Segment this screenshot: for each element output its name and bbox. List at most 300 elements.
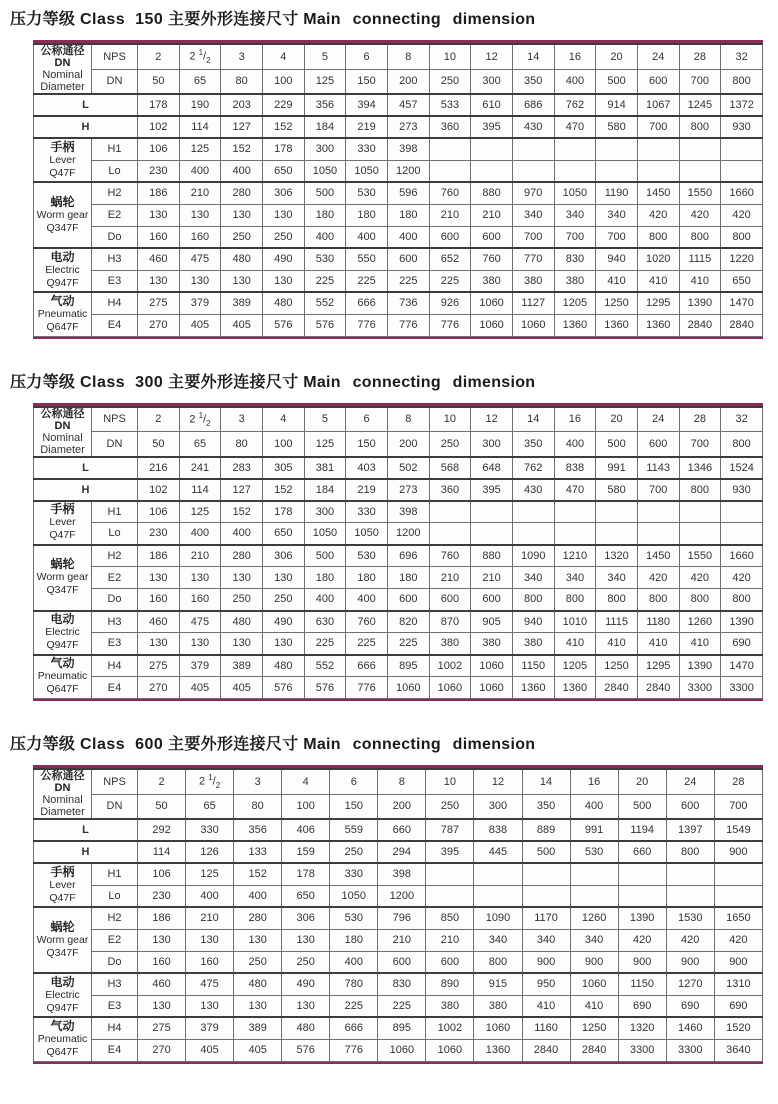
- value-cell: 915: [474, 973, 522, 995]
- corner-line-1: 公称通径 DN: [40, 770, 85, 794]
- value-cell: 178: [262, 138, 304, 160]
- value-cell: 130: [262, 567, 304, 589]
- group-data-row: [34, 1017, 763, 1039]
- value-cell: 340: [554, 567, 596, 589]
- value-cell: 550: [346, 248, 388, 270]
- value-cell: [618, 863, 666, 885]
- code-cell: E4: [92, 314, 138, 336]
- value-cell: 1090: [474, 907, 522, 929]
- value-cell: 1060: [471, 677, 513, 699]
- value-cell: 229: [262, 94, 304, 116]
- value-cell: 225: [387, 633, 429, 655]
- dn-value-cell: 700: [679, 432, 721, 457]
- corner-line-1: 公称通径 DN: [40, 45, 85, 69]
- nps-value-cell: 2: [138, 769, 186, 794]
- dn-value-cell: 150: [330, 794, 378, 819]
- value-cell: 420: [679, 204, 721, 226]
- nps-value-cell: 5: [304, 44, 346, 69]
- value-cell: 230: [138, 523, 180, 545]
- value-cell: 762: [554, 94, 596, 116]
- table-body: [34, 44, 763, 336]
- code-cell: H1: [92, 501, 138, 523]
- value-cell: 800: [721, 589, 763, 611]
- nps-value-cell: 28: [679, 407, 721, 432]
- dn-value-cell: 300: [471, 432, 513, 457]
- value-cell: 186: [138, 907, 186, 929]
- value-cell: 475: [179, 248, 221, 270]
- value-cell: 114: [179, 479, 221, 501]
- class-150-section: [8, 6, 770, 339]
- value-cell: 666: [330, 1017, 378, 1039]
- dn-value-cell: 350: [512, 69, 554, 94]
- value-cell: 576: [304, 314, 346, 336]
- value-cell: 760: [346, 611, 388, 633]
- row-label-cell: H: [34, 116, 138, 138]
- value-cell: 250: [262, 589, 304, 611]
- value-cell: 225: [304, 633, 346, 655]
- value-cell: 270: [138, 1039, 186, 1061]
- value-cell: 1205: [554, 292, 596, 314]
- value-cell: 400: [179, 160, 221, 182]
- group-data-row: [34, 226, 763, 248]
- dimension-table: [33, 43, 763, 337]
- group-label-en: Q947F: [46, 276, 79, 289]
- value-cell: 900: [618, 951, 666, 973]
- header-row-nps: [34, 44, 763, 69]
- group-label-en: Q347F: [46, 946, 79, 959]
- value-cell: 1127: [512, 292, 554, 314]
- dn-value-cell: 100: [262, 432, 304, 457]
- value-cell: 270: [138, 314, 180, 336]
- value-cell: 760: [429, 182, 471, 204]
- code-cell: H2: [92, 907, 138, 929]
- value-cell: 890: [426, 973, 474, 995]
- value-cell: 1360: [512, 677, 554, 699]
- value-cell: 1170: [522, 907, 570, 929]
- group-data-row: [34, 1039, 763, 1061]
- group-label-en: Q947F: [46, 1001, 79, 1014]
- value-cell: 480: [262, 655, 304, 677]
- value-cell: 410: [679, 270, 721, 292]
- value-cell: 340: [512, 567, 554, 589]
- value-cell: 1060: [426, 1039, 474, 1061]
- group-data-row: [34, 655, 763, 677]
- nps-value-cell: 20: [596, 44, 638, 69]
- value-cell: 900: [666, 951, 714, 973]
- group-label-zh: 气动: [50, 293, 75, 308]
- value-cell: 690: [714, 995, 762, 1017]
- value-cell: 1360: [596, 314, 638, 336]
- value-cell: 991: [596, 457, 638, 479]
- value-cell: 400: [304, 589, 346, 611]
- value-cell: 905: [471, 611, 513, 633]
- value-cell: 880: [471, 182, 513, 204]
- title-zh-prefix: 压力等级: [10, 11, 76, 28]
- value-cell: 530: [304, 248, 346, 270]
- value-cell: 190: [179, 94, 221, 116]
- group-data-row: [34, 677, 763, 699]
- nps-value-cell: 12: [471, 407, 513, 432]
- value-cell: 736: [387, 292, 429, 314]
- nps-label-cell: NPS: [92, 407, 138, 432]
- table-title: [10, 731, 770, 754]
- group-data-row: [34, 885, 763, 907]
- value-cell: 306: [262, 545, 304, 567]
- value-cell: 1549: [714, 819, 762, 841]
- value-cell: 3300: [721, 677, 763, 699]
- value-cell: 460: [138, 973, 186, 995]
- value-cell: 130: [138, 995, 186, 1017]
- corner-line-3: Diameter: [40, 806, 85, 818]
- value-cell: 1360: [554, 677, 596, 699]
- value-cell: 970: [512, 182, 554, 204]
- group-label-en: Pneumatic: [37, 1032, 88, 1045]
- group-data-row: [34, 633, 763, 655]
- group-label-en: Worm gear: [36, 208, 89, 221]
- value-cell: 480: [221, 248, 263, 270]
- value-cell: 1470: [721, 655, 763, 677]
- nps-value-cell: 24: [666, 769, 714, 794]
- nps-value-cell: 24: [637, 407, 679, 432]
- dimension-table: [33, 406, 763, 700]
- title-zh-prefix: 压力等级: [10, 373, 76, 391]
- value-cell: 914: [596, 94, 638, 116]
- value-cell: [471, 138, 513, 160]
- dn-value-cell: 300: [471, 69, 513, 94]
- group-label-zh: 气动: [50, 1018, 75, 1033]
- code-cell: H3: [92, 973, 138, 995]
- class-600-section: [8, 731, 770, 1064]
- value-cell: [429, 501, 471, 523]
- value-cell: 184: [304, 479, 346, 501]
- group-label-cell: [34, 863, 92, 907]
- group-label-cell: [34, 182, 92, 248]
- value-cell: 178: [262, 501, 304, 523]
- value-cell: 780: [330, 973, 378, 995]
- value-cell: 1180: [637, 611, 679, 633]
- value-cell: 405: [179, 314, 221, 336]
- value-cell: 127: [221, 116, 263, 138]
- value-cell: [512, 138, 554, 160]
- value-cell: 552: [304, 655, 346, 677]
- value-cell: 991: [570, 819, 618, 841]
- value-cell: 490: [282, 973, 330, 995]
- header-row-dn: [34, 794, 763, 819]
- value-cell: 160: [138, 951, 186, 973]
- value-cell: 596: [387, 182, 429, 204]
- group-label-cell: [34, 138, 92, 182]
- value-cell: 820: [387, 611, 429, 633]
- value-cell: 410: [637, 270, 679, 292]
- value-cell: 600: [387, 248, 429, 270]
- value-cell: 770: [512, 248, 554, 270]
- value-cell: 180: [387, 204, 429, 226]
- value-cell: [474, 885, 522, 907]
- value-cell: [721, 523, 763, 545]
- dn-value-cell: 200: [387, 432, 429, 457]
- value-cell: 106: [138, 138, 180, 160]
- dn-value-cell: 50: [138, 794, 186, 819]
- value-cell: 600: [429, 226, 471, 248]
- value-cell: 130: [221, 633, 263, 655]
- value-cell: 430: [512, 479, 554, 501]
- value-cell: [637, 501, 679, 523]
- dn-value-cell: 80: [234, 794, 282, 819]
- nps-value-cell: 14: [512, 44, 554, 69]
- value-cell: 1143: [637, 457, 679, 479]
- value-cell: 530: [346, 182, 388, 204]
- group-label-en: Q647F: [46, 683, 79, 696]
- value-cell: 306: [282, 907, 330, 929]
- code-cell: H1: [92, 138, 138, 160]
- group-data-row: [34, 995, 763, 1017]
- value-cell: 580: [596, 116, 638, 138]
- value-cell: 389: [234, 1017, 282, 1039]
- value-cell: 1190: [596, 182, 638, 204]
- value-cell: [570, 885, 618, 907]
- value-cell: 1250: [570, 1017, 618, 1039]
- value-cell: 379: [179, 292, 221, 314]
- value-cell: 1200: [387, 160, 429, 182]
- dn-value-cell: 300: [474, 794, 522, 819]
- value-cell: 294: [378, 841, 426, 863]
- title-english: Main connecting dimension: [303, 11, 536, 28]
- header-row-nps: [34, 407, 763, 432]
- value-cell: 2840: [596, 677, 638, 699]
- nps-value-cell: 2 $^1/_2$: [179, 44, 221, 69]
- value-cell: 360: [429, 479, 471, 501]
- value-cell: 250: [221, 226, 263, 248]
- value-cell: 1160: [522, 1017, 570, 1039]
- value-cell: [679, 138, 721, 160]
- code-cell: H2: [92, 545, 138, 567]
- value-cell: 950: [522, 973, 570, 995]
- value-cell: 180: [304, 567, 346, 589]
- group-label-en: Electric: [45, 626, 80, 638]
- value-cell: 600: [426, 951, 474, 973]
- value-cell: 760: [429, 545, 471, 567]
- value-cell: 300: [304, 501, 346, 523]
- value-cell: 225: [387, 270, 429, 292]
- value-cell: 410: [570, 995, 618, 1017]
- value-cell: 405: [179, 677, 221, 699]
- value-cell: 800: [679, 589, 721, 611]
- value-cell: [721, 138, 763, 160]
- group-data-row: [34, 589, 763, 611]
- value-cell: 160: [186, 951, 234, 973]
- value-cell: 225: [304, 270, 346, 292]
- value-cell: 130: [138, 270, 180, 292]
- dn-value-cell: 700: [714, 794, 762, 819]
- value-cell: 130: [179, 270, 221, 292]
- value-cell: 552: [304, 292, 346, 314]
- value-cell: 1150: [618, 973, 666, 995]
- nps-value-cell: 16: [570, 769, 618, 794]
- nps-value-cell: 5: [304, 407, 346, 432]
- group-data-row: [34, 160, 763, 182]
- dimension-row: [34, 116, 763, 138]
- nps-value-cell: 10: [426, 769, 474, 794]
- value-cell: 3300: [679, 677, 721, 699]
- value-cell: [721, 501, 763, 523]
- nps-label-cell: NPS: [92, 44, 138, 69]
- nps-value-cell: 16: [554, 44, 596, 69]
- value-cell: 502: [387, 457, 429, 479]
- group-label-en: Electric: [45, 988, 80, 1001]
- value-cell: [596, 501, 638, 523]
- value-cell: 152: [262, 479, 304, 501]
- value-cell: 500: [304, 545, 346, 567]
- nps-value-cell: 4: [262, 44, 304, 69]
- dn-value-cell: 400: [570, 794, 618, 819]
- value-cell: 1390: [721, 611, 763, 633]
- dn-value-cell: 65: [179, 432, 221, 457]
- value-cell: [666, 863, 714, 885]
- group-label-zh: 手柄: [50, 864, 75, 879]
- group-label-zh: 手柄: [50, 502, 75, 516]
- value-cell: 480: [262, 292, 304, 314]
- value-cell: 776: [346, 677, 388, 699]
- value-cell: 186: [138, 182, 180, 204]
- value-cell: 420: [618, 929, 666, 951]
- value-cell: [522, 885, 570, 907]
- value-cell: 203: [221, 94, 263, 116]
- value-cell: 400: [234, 885, 282, 907]
- dn-value-cell: 600: [637, 69, 679, 94]
- value-cell: 2840: [522, 1039, 570, 1061]
- value-cell: 400: [330, 951, 378, 973]
- nps-value-cell: 6: [346, 407, 388, 432]
- value-cell: 400: [221, 523, 263, 545]
- value-cell: 420: [666, 929, 714, 951]
- value-cell: 895: [387, 655, 429, 677]
- value-cell: 776: [330, 1039, 378, 1061]
- nps-value-cell: 32: [721, 407, 763, 432]
- value-cell: [714, 863, 762, 885]
- dn-value-cell: 200: [378, 794, 426, 819]
- value-cell: 1397: [666, 819, 714, 841]
- value-cell: 480: [234, 973, 282, 995]
- group-data-row: [34, 523, 763, 545]
- value-cell: 1360: [554, 314, 596, 336]
- value-cell: 1450: [637, 545, 679, 567]
- value-cell: [596, 138, 638, 160]
- corner-line-2: Nominal: [42, 69, 83, 81]
- value-cell: 1050: [304, 160, 346, 182]
- value-cell: 380: [512, 270, 554, 292]
- value-cell: 926: [429, 292, 471, 314]
- value-cell: 395: [471, 479, 513, 501]
- value-cell: 210: [426, 929, 474, 951]
- value-cell: 776: [346, 314, 388, 336]
- value-cell: 800: [512, 589, 554, 611]
- code-cell: Do: [92, 226, 138, 248]
- value-cell: 648: [471, 457, 513, 479]
- value-cell: 400: [179, 523, 221, 545]
- value-cell: 210: [471, 567, 513, 589]
- value-cell: 130: [282, 929, 330, 951]
- dn-value-cell: 65: [179, 69, 221, 94]
- dn-value-cell: 80: [221, 432, 263, 457]
- nps-value-cell: 12: [471, 44, 513, 69]
- value-cell: 114: [138, 841, 186, 863]
- table-body: [34, 407, 763, 699]
- nps-value-cell: 8: [387, 44, 429, 69]
- code-cell: H3: [92, 248, 138, 270]
- dn-value-cell: 600: [637, 432, 679, 457]
- value-cell: 600: [387, 589, 429, 611]
- value-cell: 1250: [596, 292, 638, 314]
- nps-value-cell: 28: [714, 769, 762, 794]
- value-cell: 490: [262, 611, 304, 633]
- value-cell: 420: [637, 567, 679, 589]
- value-cell: 800: [474, 951, 522, 973]
- value-cell: 380: [471, 270, 513, 292]
- group-data-row: [34, 138, 763, 160]
- value-cell: 400: [186, 885, 234, 907]
- dn-value-cell: 400: [554, 432, 596, 457]
- title-class-label: Class 150: [79, 11, 164, 28]
- value-cell: 559: [330, 819, 378, 841]
- value-cell: 900: [714, 841, 762, 863]
- dn-value-cell: 350: [512, 432, 554, 457]
- value-cell: 838: [474, 819, 522, 841]
- value-cell: 130: [262, 204, 304, 226]
- group-data-row: [34, 611, 763, 633]
- group-label-cell: [34, 545, 92, 611]
- value-cell: 2840: [570, 1039, 618, 1061]
- value-cell: 800: [637, 226, 679, 248]
- group-data-row: [34, 929, 763, 951]
- group-data-row: [34, 270, 763, 292]
- group-label-en: Q347F: [46, 584, 79, 596]
- value-cell: 380: [474, 995, 522, 1017]
- group-data-row: [34, 292, 763, 314]
- group-label-zh: 蜗轮: [50, 194, 75, 209]
- group-label-en: Lever Q47F: [49, 153, 76, 179]
- value-cell: 380: [471, 633, 513, 655]
- group-data-row: [34, 863, 763, 885]
- value-cell: 410: [679, 633, 721, 655]
- value-cell: 690: [666, 995, 714, 1017]
- code-cell: Lo: [92, 523, 138, 545]
- group-label-zh: 气动: [50, 656, 75, 671]
- value-cell: 405: [221, 314, 263, 336]
- value-cell: [637, 160, 679, 182]
- value-cell: 1200: [387, 523, 429, 545]
- value-cell: 600: [429, 589, 471, 611]
- value-cell: 700: [554, 226, 596, 248]
- value-cell: 273: [387, 479, 429, 501]
- value-cell: 530: [346, 545, 388, 567]
- value-cell: 900: [714, 951, 762, 973]
- title-zh-suffix: 主要外形连接尺寸: [168, 11, 299, 28]
- dimension-table-wrap: [33, 403, 763, 702]
- value-cell: 760: [471, 248, 513, 270]
- group-label-cell: [34, 655, 92, 699]
- value-cell: 1050: [330, 885, 378, 907]
- value-cell: [666, 885, 714, 907]
- value-cell: [554, 138, 596, 160]
- group-label-en: Q947F: [46, 639, 79, 651]
- value-cell: 1060: [512, 314, 554, 336]
- value-cell: 690: [618, 995, 666, 1017]
- value-cell: 1050: [554, 182, 596, 204]
- value-cell: 102: [138, 479, 180, 501]
- value-cell: 470: [554, 479, 596, 501]
- title-zh-suffix: 主要外形连接尺寸: [168, 736, 299, 753]
- value-cell: 787: [426, 819, 474, 841]
